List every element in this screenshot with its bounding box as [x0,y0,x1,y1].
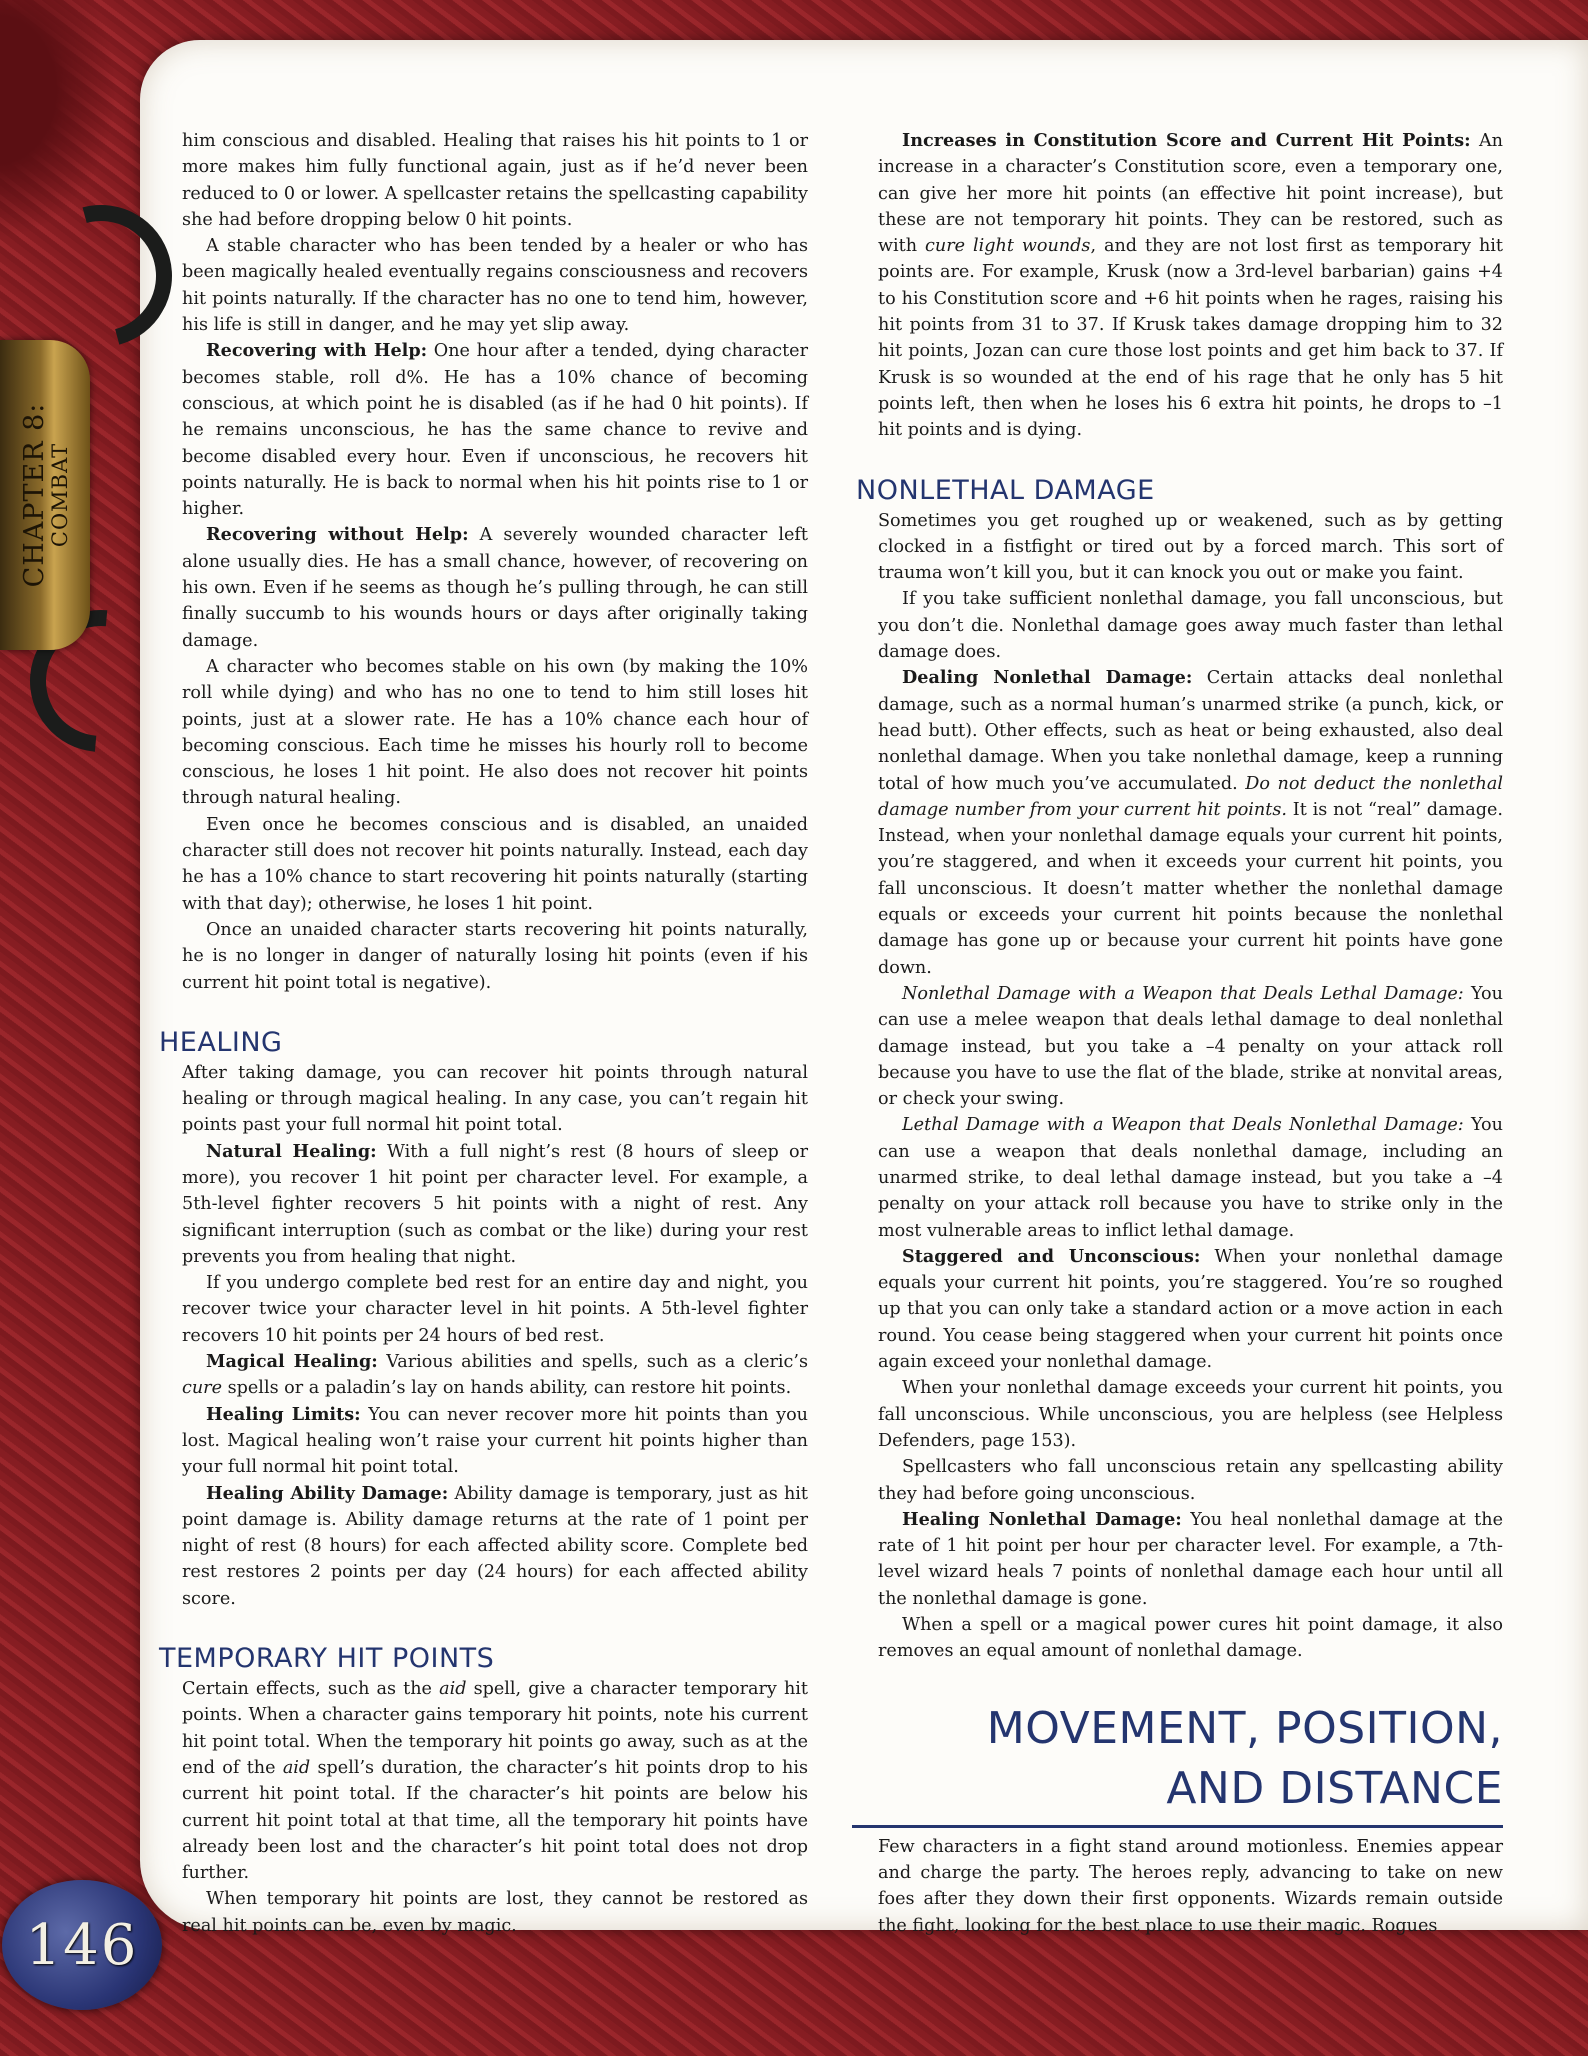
paragraph: When temporary hit points are lost, they cannot be restored as real hit points can be, even by magic. [182,1889,808,1936]
paragraph: Natural Healing: With a full night’s rest (8 hours of sleep or more), you recover 1 hit point per character level. For example, a 5th-level fighter recovers 5 hit points with a night of rest. Any significant interruption (such as combat or the like) during your rest prevents you from healing that night. [182,1140,809,1267]
left-column [159,128,809,1939]
run-in-heading: Recovering with Help: [206,340,428,362]
run-in-heading: Healing Limits: [206,1403,361,1425]
title-underline [852,1825,1503,1828]
run-in-heading: Dealing Nonlethal Damage: [902,667,1193,689]
paragraph: Healing Ability Damage: Ability damage is temporary, just as hit point damage is. Ability damage returns at the rate of 1 point per night of rest (8 hours) for each affected ability score. Complete bed rest restores 2 points per day (24 hours) for each affected ability score. [182,1482,808,1609]
title-line-2: AND DISTANCE [1166,1762,1503,1814]
chapter-section-title [878,1699,1503,1819]
paragraph: Staggered and Unconscious: When your nonlethal damage equals your current hit points, you’re staggered. You’re so roughed up that you can only take a standard action or a move action in each round. You cease being staggered when your current hit points once again exceed your nonlethal damage. [878,1245,1503,1373]
paragraph: Dealing Nonlethal Damage: Certain attacks deal nonlethal damage, such as a normal human’s unarmed strike (a punch, kick, or head butt). Other effects, such as heat or being exhausted, also deal nonlethal damage. When you take nonlethal damage, keep a running total of how much you’ve accumulated. Do not deduct the nonlethal damage number from your current hit points. It is not “real” damage. Instead, when your nonlethal damage equals your current hit points, you’re staggered, and when it exceeds your current hit points, you fall unconscious. It doesn’t matter whether the nonlethal damage equals or exceeds your current hit points because the nonlethal damage has gone up or because your current hit points have gone down. [878,667,1503,978]
chapter-number: CHAPTER 8: [18,402,50,588]
paragraph: Magical Healing: Various abilities and spells, such as a cleric’s cure spells or a paladin’s lay on hands ability, can restore hit points. [182,1351,808,1399]
section-heading-nonlethal-damage: NONLETHAL DAMAGE [856,474,1155,506]
page-number: 146 [25,1912,139,1978]
paragraph: After taking damage, you can recover hit points through natural healing or through magical healing. In any case, you can’t regain hit points past your full normal hit point total. [182,1062,808,1136]
paragraph: Healing Nonlethal Damage: You heal nonlethal damage at the rate of 1 hit point per hour per character level. For example, a 7th-level wizard heals 7 points of nonlethal damage each hour until all the nonlethal damage is gone. [878,1508,1503,1609]
section-heading-temporary-hit-points: TEMPORARY HIT POINTS [159,1643,495,1675]
paragraph: If you take sufficient nonlethal damage, you fall unconscious, but you don’t die. Nonlethal damage goes away much faster than lethal damage does. [878,589,1503,663]
section-heading-healing: HEALING [159,1026,283,1058]
run-in-heading: Healing Nonlethal Damage: [902,1508,1182,1530]
run-in-heading: Natural Healing: [206,1140,377,1162]
run-in-heading: Lethal Damage with a Weapon that Deals Nonlethal Damage: [902,1115,1464,1136]
paragraph: Few characters in a fight stand around motionless. Enemies appear and charge the party. The heroes reply, advancing to take on new foes after they down their first opponents. Wizards remain outside the fight, looking for the best place to use their magic. Rogues [878,1836,1503,1936]
run-in-heading: Magical Healing: [206,1351,378,1373]
paragraph: Even once he becomes conscious and is disabled, an unaided character still does not recover hit points naturally. Instead, each day he has a 10% chance to start recovering hit points naturally (starting with that day); otherwise, he loses 1 hit point. [182,814,808,914]
run-in-heading: Healing Ability Damage: [206,1482,449,1504]
title-line-1: MOVEMENT, POSITION, [986,1702,1503,1754]
paragraph: Certain effects, such as the aid spell, give a character temporary hit points. When a character gains temporary hit points, note his current hit point total. When the temporary hit points go away, such as at the end of the aid spell’s duration, the character’s hit points drop to his current hit point total. If the character’s hit points are below his current hit point total at that time, all the temporary hit points have already been lost and the character’s hit point total does not drop further. [182,1679,808,1884]
run-in-heading: Nonlethal Damage with a Weapon that Deals Lethal Damage: [902,983,1464,1004]
run-in-heading: Increases in Constitution Score and Current Hit Points: [902,130,1471,151]
paragraph: When a spell or a magical power cures hit point damage, it also removes an equal amount of nonlethal damage. [878,1615,1503,1662]
paragraph: When your nonlethal damage exceeds your current hit points, you fall unconscious. While unconscious, you are helpless (see Helpless Defenders, page 153). [878,1378,1503,1451]
paragraph: Recovering with Help: One hour after a tended, dying character becomes stable, roll d%. He has a 10% chance of becoming conscious, at which point he is disabled (as if he had 0 hit points). If he remains unconscious, he has the same chance to revive and become disabled every hour. Even if unconscious, he recovers hit points naturally. He is back to normal when his hit points rise to 1 or higher. [182,340,808,520]
paragraph: Lethal Damage with a Weapon that Deals Nonlethal Damage: You can use a weapon that deals nonlethal damage, including an unarmed strike, to deal lethal damage instead, but you take a –4 penalty on your attack roll because you have to strike only in the most vulnerable areas to inflict lethal damage. [878,1115,1503,1241]
chapter-name: COMBAT [48,442,73,548]
paragraph: If you undergo complete bed rest for an entire day and night, you recover twice your character level in hit points. A 5th-level fighter recovers 10 hit points per 24 hours of bed rest. [182,1273,808,1346]
paragraph: A stable character who has been tended by a healer or who has been magically healed eventually regains consciousness and recovers hit points naturally. If the character has no one to tend him, however, his life is still in danger, and he may yet slip away. [182,236,808,336]
chapter-label [18,402,73,588]
paragraph: Nonlethal Damage with a Weapon that Deals Lethal Damage: You can use a melee weapon that deals lethal damage to deal nonlethal damage instead, but you take a –4 penalty on your attack roll because you have to use the flat of the blade, strike at nonvital areas, or check your swing. [878,983,1503,1110]
paragraph: Recovering without Help: A severely wounded character left alone usually dies. He has a small chance, however, of recovering on his own. Even if he seems as though he’s pulling through, he can still finally succumb to his wounds hours or days after originally taking damage. [182,524,808,651]
paragraph: Increases in Constitution Score and Current Hit Points: An increase in a character’s Constitution score, even a temporary one, can give her more hit points (an effective hit point increase), but these are not temporary hit points. They can be restored, such as with cure light wounds, and they are not lost first as temporary hit points are. For example, Krusk (now a 3rd-level barbarian) gains +4 to his Constitution score and +6 hit points when he rages, raising his hit points from 31 to 37. If Krusk takes damage dropping him to 32 hit points, Jozan can cure those lost points and get him back to 37. If Krusk is so wounded at the end of his rage that he only has 5 hit points left, then when he loses his 6 extra hit points, he drops to –1 hit points and is dying. [878,130,1503,441]
page-number-badge [2,1880,162,2010]
run-in-heading: Recovering without Help: [206,524,469,546]
paragraph: Healing Limits: You can never recover more hit points than you lost. Magical healing won’t raise your current hit points higher than your full normal hit point total. [182,1403,809,1478]
paragraph: Once an unaided character starts recovering hit points naturally, he is no longer in danger of naturally losing hit points (even if his current hit point total is negative). [182,919,808,993]
paragraph: Sometimes you get roughed up or weakened, such as by getting clocked in a fistfight or tired out by a forced march. This sort of trauma won’t kill you, but it can knock you out or make you faint. [878,510,1503,584]
paragraph: Spellcasters who fall unconscious retain any spellcasting ability they had before going unconscious. [878,1457,1503,1504]
paragraph: A character who becomes stable on his own (by making the 10% roll while dying) and who has no one to tend to him still loses hit points, just at a slower rate. He has a 10% chance each hour of becoming conscious. Each time he misses his hourly roll to become conscious, he loses 1 hit point. He also does not recover hit points through natural healing. [182,656,808,809]
chapter-tab [0,340,90,650]
right-column [856,128,1503,1939]
paragraph: him conscious and disabled. Healing that raises his hit points to 1 or more makes him fully functional again, just as if he’d never been reduced to 0 or lower. A spellcaster retains the spellcasting capability she had before dropping below 0 hit points. [182,131,808,230]
run-in-heading: Staggered and Unconscious: [902,1245,1201,1267]
